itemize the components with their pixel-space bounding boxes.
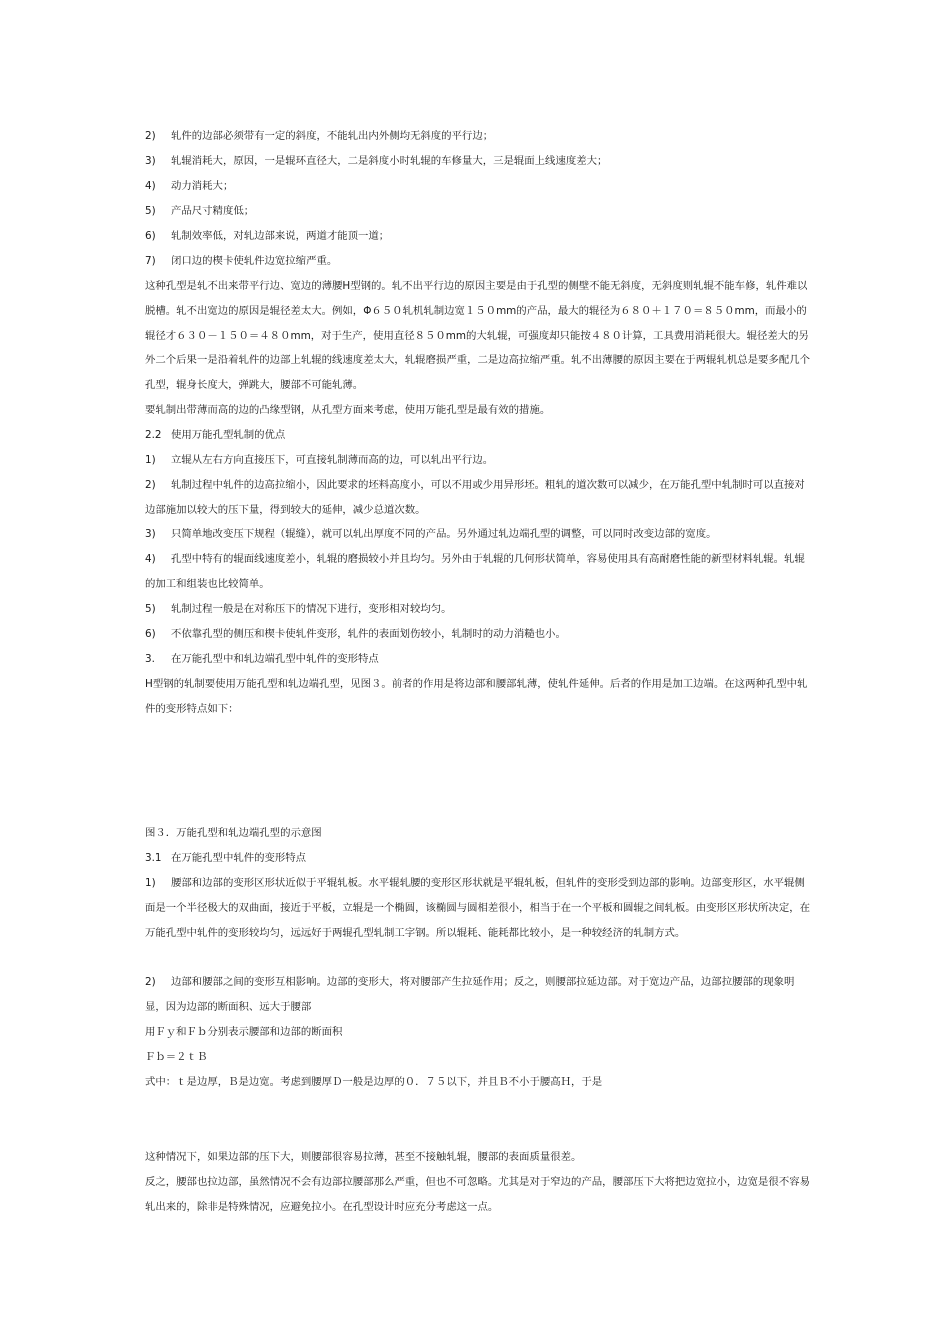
paragraph-text: 反之，腰部也拉边部，虽然情况不会有边部拉腰部那么严重，但也不可忽略。尤其是对于窄边的产品，腰部压下大将把边宽拉小，边宽是很不容易轧出来的，除非是特殊情况，应避免拉小。在孔型设计时应充分考虑这一点。 xyxy=(145,1176,810,1213)
paragraph-text: 式中：ｔ是边厚，Ｂ是边宽。考虑到腰厚Ｄ一般是边厚的０．７５以下，并且Ｂ不小于腰高Ｈ，于是 xyxy=(145,1076,603,1088)
list-item xyxy=(145,622,810,647)
item-text: 不依靠孔型的侧压和楔卡使轧件变形，轧件的表面划伤较小，轧制时的动力消糙也小。 xyxy=(171,628,566,640)
section-number: 2.2 xyxy=(145,429,162,441)
paragraph xyxy=(145,398,810,423)
paragraph-text: H型钢的轧制要使用万能孔型和轧边端孔型，见图３。前者的作用是将边部和腰部轧薄，使轧件延伸。后者的作用是加工边端。在这两种孔型中轧件的变形特点如下： xyxy=(145,678,808,715)
item-text: 轧制过程一般是在对称压下的情况下进行，变形相对较均匀。 xyxy=(171,603,452,615)
list-item xyxy=(145,522,810,547)
section-title: 使用万能孔型轧制的优点 xyxy=(171,429,286,441)
item-number: 2) xyxy=(145,130,156,142)
list-item xyxy=(145,199,810,224)
item-text: 轧制过程中轧件的边高拉缩小，因此要求的坯料高度小，可以不用或少用异形坯。粗轧的道次数可以减少，在万能孔型中轧制时可以直接对边部施加以较大的压下量，得到较大的延伸，减少总道次数。 xyxy=(145,479,805,516)
item-number: 2) xyxy=(145,479,156,491)
list-item xyxy=(145,448,810,473)
item-number: 4) xyxy=(145,553,156,565)
item-text: 孔型中特有的辊面线速度差小，轧辊的磨损较小并且均匀。另外由于轧辊的几何形状简单，容易使用具有高耐磨性能的新型材料轧辊。轧辊的加工和组装也比较简单。 xyxy=(145,553,805,590)
item-number: 3) xyxy=(145,155,156,167)
item-number: 5) xyxy=(145,205,156,217)
paragraph xyxy=(145,274,810,398)
paragraph xyxy=(145,1070,810,1095)
list-item xyxy=(145,597,810,622)
item-text: 立辊从左右方向直接压下，可直接轧制薄而高的边，可以轧出平行边。 xyxy=(171,454,494,466)
paragraph-text: 要轧制出带薄而高的边的凸缘型钢，从孔型方面来考虑，使用万能孔型是最有效的措施。 xyxy=(145,404,551,416)
item-text: 动力消耗大； xyxy=(171,180,234,192)
formula xyxy=(145,1045,810,1070)
item-number: 6) xyxy=(145,230,156,242)
item-text: 轧制效率低，对轧边部来说，两道才能顶一道； xyxy=(171,230,390,242)
item-text: 只简单地改变压下规程（辊缝），就可以轧出厚度不同的产品。另外通过轧边端孔型的调整，可以同时改变边部的宽度。 xyxy=(171,528,717,540)
section-title: 在万能孔型中轧件的变形特点 xyxy=(171,852,307,864)
list-item xyxy=(145,124,810,149)
item-number: 2) xyxy=(145,976,156,988)
list-item xyxy=(145,970,810,1020)
section-heading xyxy=(145,846,810,871)
paragraph-text: 这种孔型是轧不出来带平行边、宽边的薄腰H型钢的。轧不出平行边的原因主要是由于孔型的侧壁不能无斜度，无斜度则轧辊不能车修，轧件难以脱槽。轧不出宽边的原因是辊径差太大。例如，Φ６５０轧机轧制边宽１５０mm的产品，最大的辊径为６８０＋１７０＝８５０mm，而最小的辊径才６３０－１５０＝４８０mm，对于生产，使用直径８５０mm的大轧辊，可强度却只能按４８０计算，工具费用消耗很大。辊径差大的另外二个后果一是沿着轧件的边部上轧辊的线速度差太大，轧辊磨损严重，二是边高拉缩严重。轧不出薄腰的原因主要在于两辊轧机总是要多配几个孔型，辊身长度大，弹跳大，腰部不可能轧薄。 xyxy=(145,280,810,392)
section-title: 在万能孔型中和轧边端孔型中轧件的变形特点 xyxy=(171,653,379,665)
caption-text: 图３．万能孔型和轧边端孔型的示意图 xyxy=(145,827,322,839)
item-text: 边部和腰部之间的变形互相影响。边部的变形大，将对腰部产生拉延作用；反之，则腰部拉延边部。对于宽边产品，边部拉腰部的现象明显，因为边部的断面积、远大于腰部 xyxy=(145,976,795,1013)
list-item xyxy=(145,871,810,945)
item-text: 产品尺寸精度低； xyxy=(171,205,255,217)
section-number: 3. xyxy=(145,653,155,665)
list-item xyxy=(145,249,810,274)
item-text: 闭口边的楔卡使轧件边宽拉缩严重。 xyxy=(171,255,338,267)
paragraph xyxy=(145,1020,810,1045)
section-number: 3.1 xyxy=(145,852,162,864)
item-text: 腰部和边部的变形区形状近似于平辊轧板。水平辊轧腰的变形区形状就是平辊轧板，但轧件的变形受到边部的影响。边部变形区，水平辊侧面是一个半径极大的双曲面，接近于平板，立辊是一个椭圆，该椭圆与圆相差很小，相当于在一个平板和圆辊之间轧板。由变形区形状所决定，在万能孔型中轧件的变形较均匀，远远好于两辊孔型轧制工字钢。所以辊耗、能耗都比较小，是一种较经济的轧制方式。 xyxy=(145,877,810,939)
list-item xyxy=(145,174,810,199)
item-number: 6) xyxy=(145,628,156,640)
list-item xyxy=(145,149,810,174)
section-heading xyxy=(145,647,810,672)
section-heading xyxy=(145,423,810,448)
item-number: 7) xyxy=(145,255,156,267)
item-text: 轧辊消耗大，原因，一是辊环直径大，二是斜度小时轧辊的车修量大，三是辊面上线速度差大； xyxy=(171,155,608,167)
list-item xyxy=(145,224,810,249)
figure-caption xyxy=(145,821,810,846)
paragraph-text: 用Ｆｙ和Ｆｂ分别表示腰部和边部的断面积 xyxy=(145,1026,343,1038)
item-number: 3) xyxy=(145,528,156,540)
item-text: 轧件的边部必须带有一定的斜度，不能轧出内外侧均无斜度的平行边； xyxy=(171,130,494,142)
paragraph-text: 这种情况下，如果边部的压下大，则腰部很容易拉薄，甚至不接触轧辊，腰部的表面质量很差。 xyxy=(145,1151,582,1163)
item-number: 5) xyxy=(145,603,156,615)
list-item xyxy=(145,473,810,523)
paragraph xyxy=(145,1170,810,1220)
formula-text: Ｆｂ＝２ｔＢ xyxy=(145,1051,208,1063)
paragraph xyxy=(145,1145,810,1170)
paragraph xyxy=(145,672,810,722)
item-number: 4) xyxy=(145,180,156,192)
item-number: 1) xyxy=(145,454,156,466)
item-number: 1) xyxy=(145,877,156,889)
list-item xyxy=(145,547,810,597)
